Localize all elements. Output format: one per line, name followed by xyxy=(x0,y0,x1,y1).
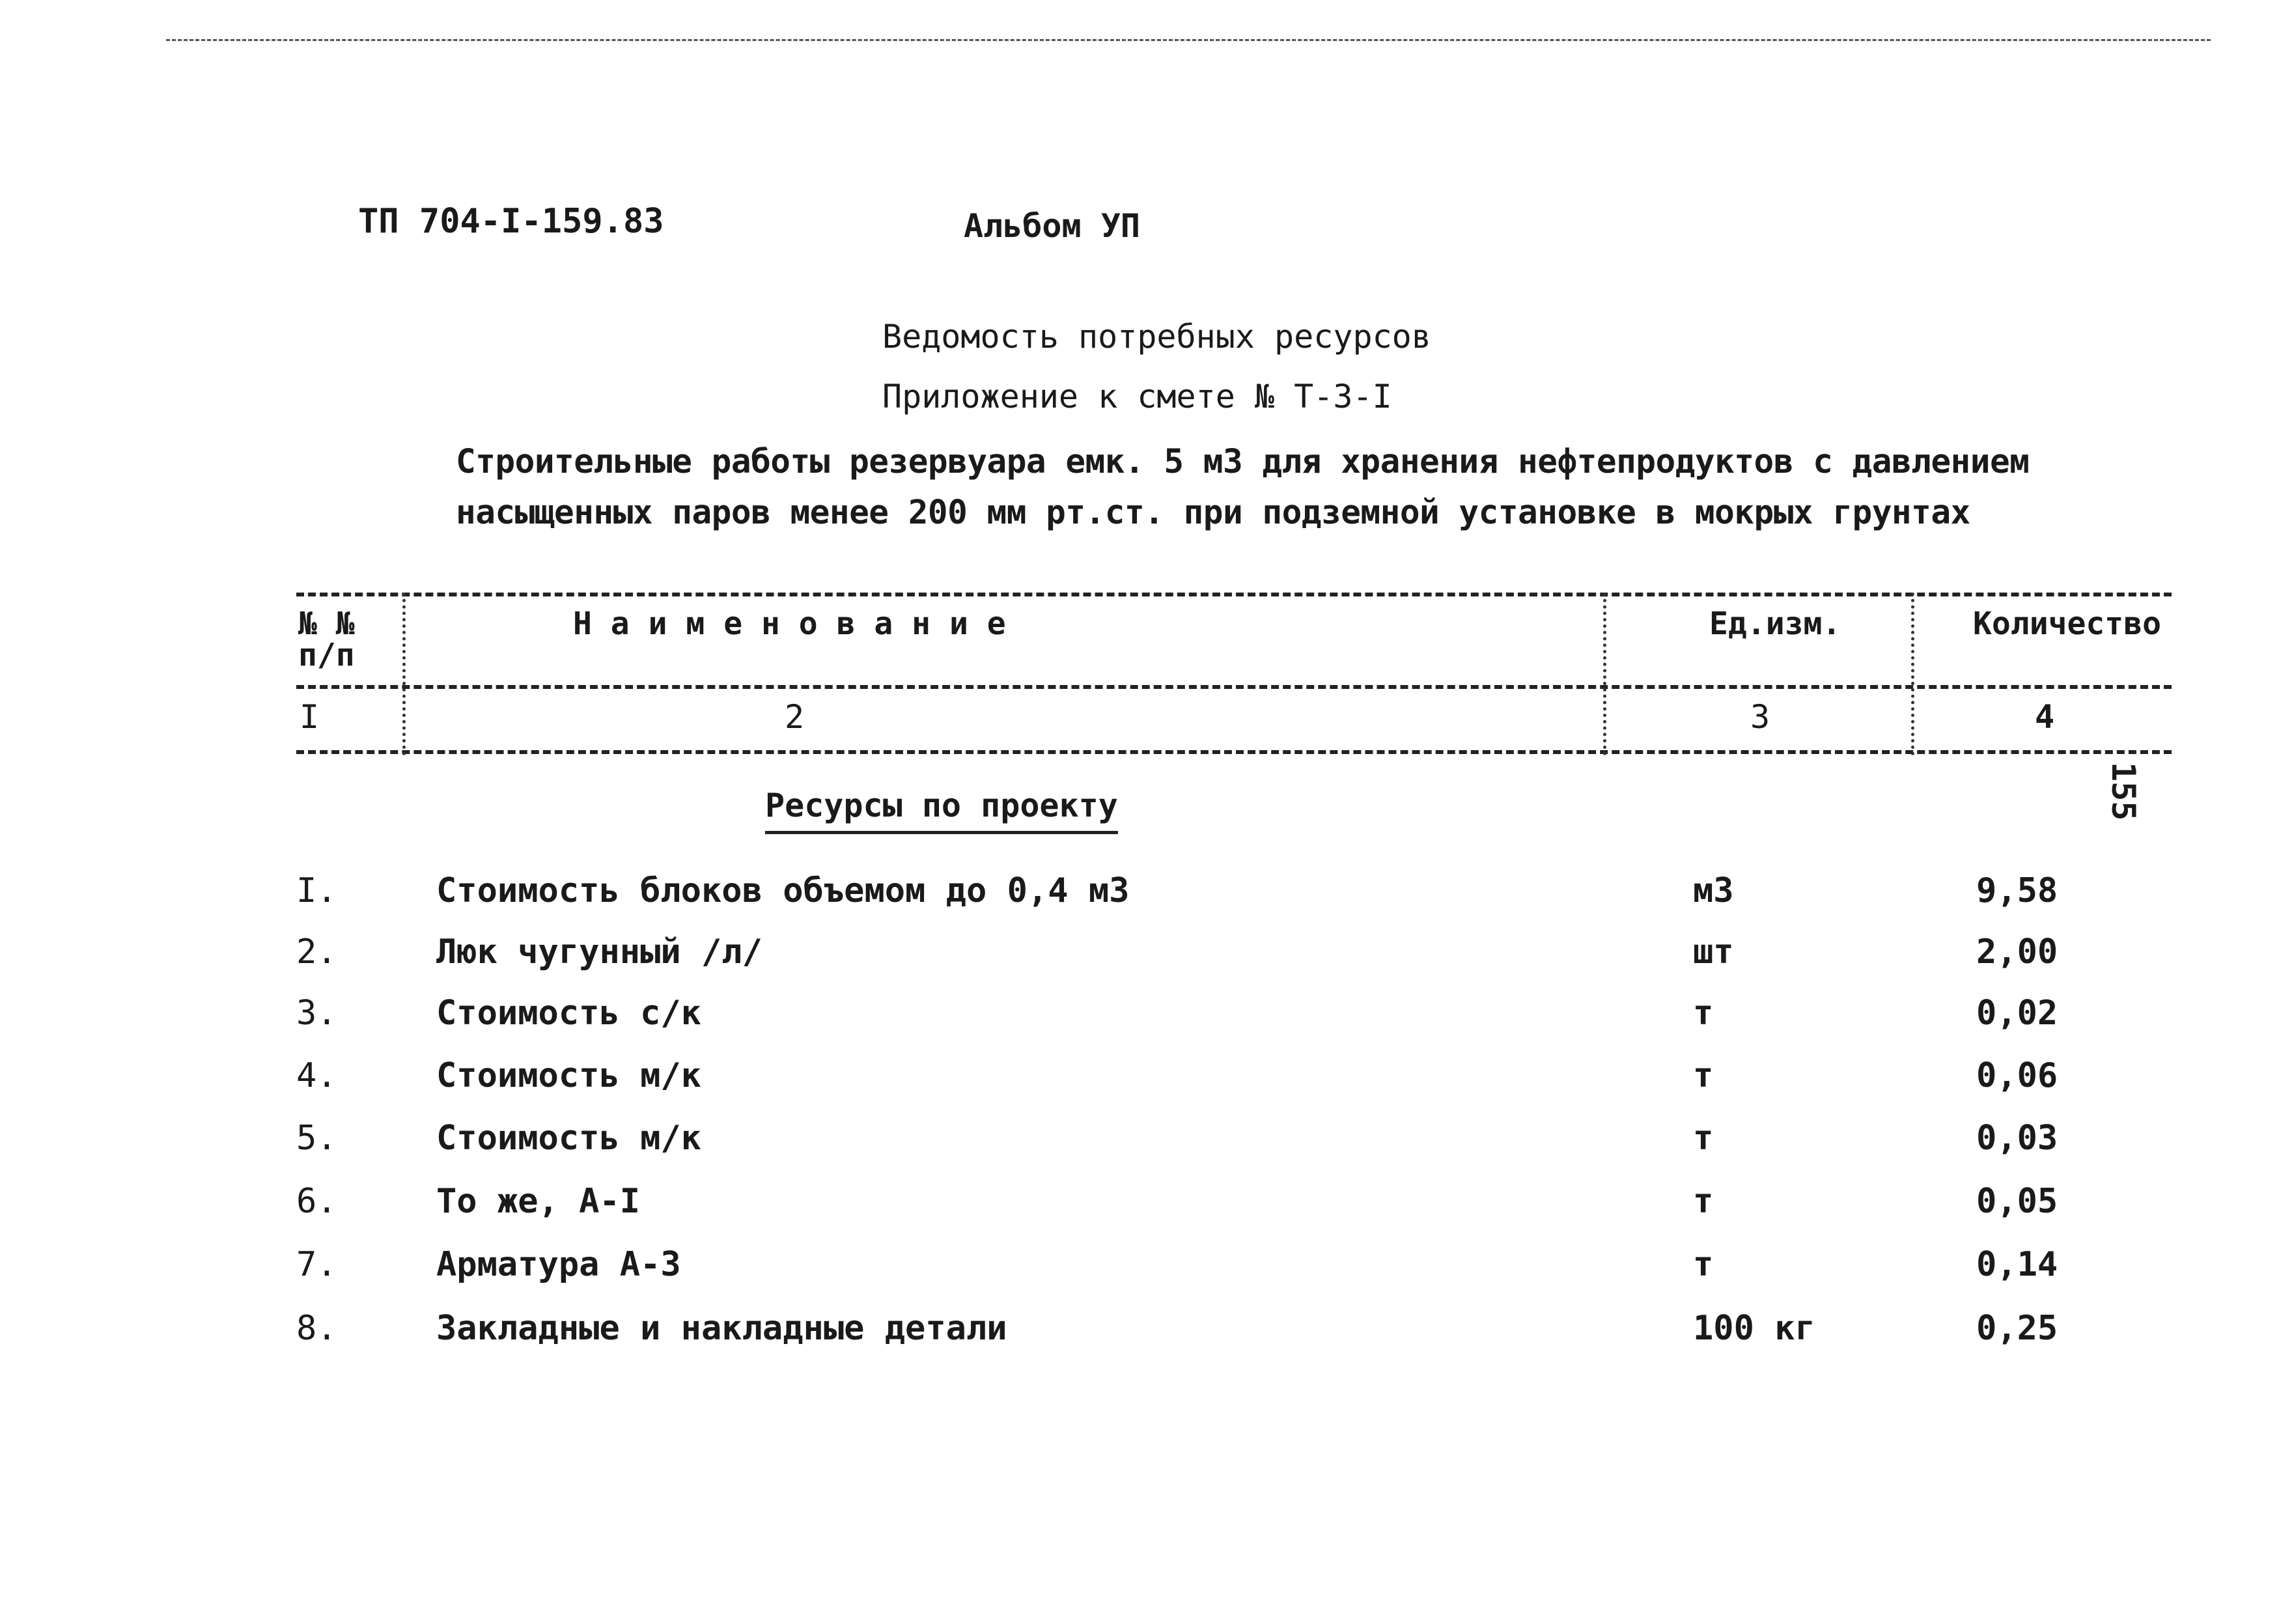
row-quantity: 0,05 xyxy=(1976,1182,2058,1221)
header-name: Н а и м е н о в а н и е xyxy=(573,606,1006,642)
column-number-3: 3 xyxy=(1750,698,1770,736)
top-rule xyxy=(166,39,2211,41)
row-unit: т xyxy=(1693,1119,1714,1158)
column-divider-1 xyxy=(402,593,406,755)
row-unit: м3 xyxy=(1693,871,1734,910)
row-quantity: 0,03 xyxy=(1976,1119,2058,1158)
row-number: 7. xyxy=(296,1245,337,1284)
subtitle-line-1: Строительные работы резервуара емк. 5 м3 для хранения нефтепродуктов с давлением xyxy=(456,443,2030,481)
column-number-2: 2 xyxy=(785,698,805,736)
subtitle-line-2: насыщенных паров менее 200 мм рт.ст. при подземной установке в мокрых грунтах xyxy=(456,494,1970,532)
document-code: ТП 704-I-159.83 xyxy=(358,202,664,241)
row-number: 6. xyxy=(296,1182,337,1221)
row-number: I. xyxy=(296,871,337,910)
header-unit: Ед.изм. xyxy=(1709,606,1841,642)
row-name: Стоимость м/к xyxy=(436,1119,701,1158)
row-quantity: 0,06 xyxy=(1976,1056,2058,1095)
row-unit: шт xyxy=(1693,932,1734,972)
row-name: Стоимость м/к xyxy=(436,1056,701,1095)
row-unit: т xyxy=(1693,1182,1714,1221)
section-title: Ресурсы по проекту xyxy=(765,787,1118,834)
header-no-line2: п/п xyxy=(298,637,355,673)
row-name: То же, А-I xyxy=(436,1182,641,1221)
table-bottom-rule xyxy=(296,750,2172,754)
page-number: 155 xyxy=(2105,762,2142,821)
row-quantity: 9,58 xyxy=(1976,871,2058,910)
row-quantity: 0,02 xyxy=(1976,994,2058,1033)
row-quantity: 0,14 xyxy=(1976,1245,2058,1284)
column-number-4: 4 xyxy=(2035,698,2055,736)
row-number: 4. xyxy=(296,1056,337,1095)
column-divider-3 xyxy=(1911,593,1914,755)
column-number-1: I xyxy=(300,698,320,736)
row-unit: 100 кг xyxy=(1693,1309,1815,1348)
row-unit: т xyxy=(1693,1056,1714,1095)
row-name: Стоимость с/к xyxy=(436,994,701,1033)
table-header-rule xyxy=(296,685,2172,689)
row-name: Стоимость блоков объемом до 0,4 м3 xyxy=(436,871,1130,910)
column-divider-2 xyxy=(1603,593,1606,755)
row-name: Арматура А-3 xyxy=(436,1245,681,1284)
header-quantity: Количество xyxy=(1973,606,2161,642)
table-top-rule xyxy=(296,593,2172,596)
row-unit: т xyxy=(1693,994,1714,1033)
row-number: 2. xyxy=(296,932,337,972)
row-number: 8. xyxy=(296,1309,337,1348)
row-name: Люк чугунный /л/ xyxy=(436,932,762,972)
row-number: 5. xyxy=(296,1119,337,1158)
row-name: Закладные и накладные детали xyxy=(436,1309,1007,1348)
estimate-appendix: Приложение к смете № Т-3-I xyxy=(882,378,1392,415)
row-unit: т xyxy=(1693,1245,1714,1284)
row-quantity: 0,25 xyxy=(1976,1309,2058,1348)
document-title: Ведомость потребных ресурсов xyxy=(882,318,1431,356)
row-quantity: 2,00 xyxy=(1976,932,2058,972)
header-no-line1: № № xyxy=(298,606,355,642)
album-label: Альбом УП xyxy=(964,207,1140,245)
row-number: 3. xyxy=(296,994,337,1033)
